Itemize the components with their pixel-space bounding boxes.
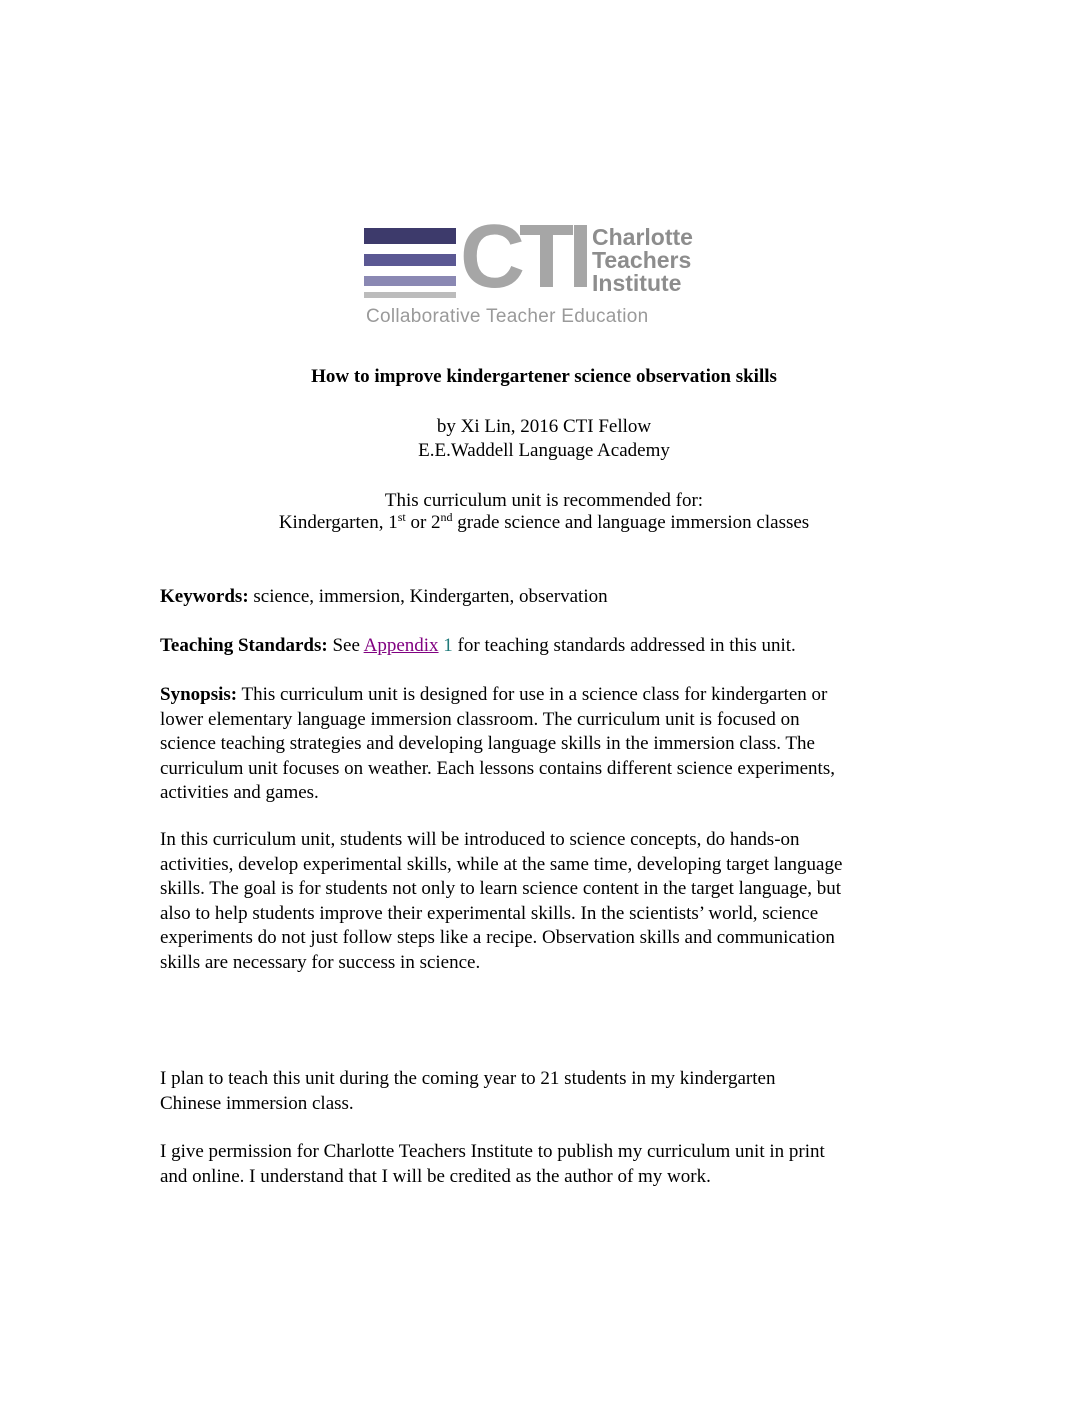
grades-suffix: grade science and language immersion classes bbox=[452, 512, 810, 533]
recommended-grades bbox=[0, 510, 1088, 535]
intro-line: skills are necessary for success in science. bbox=[160, 951, 481, 973]
author-byline: by Xi Lin, 2016 CTI Fellow bbox=[436, 416, 652, 437]
logo-acronym: CTI bbox=[460, 207, 587, 307]
grades-prefix: Kindergarten, 1 bbox=[278, 512, 398, 533]
logo-tagline: Collaborative Teacher Education bbox=[366, 306, 649, 327]
intro-line: also to help students improve their experimental skills. In the scientists’ world, science bbox=[160, 902, 819, 924]
synopsis-text: This curriculum unit is designed for use in a science class for kindergarten or bbox=[237, 684, 828, 705]
synopsis-label: Synopsis: bbox=[160, 684, 238, 705]
logo-stripe bbox=[364, 276, 456, 286]
appendix-link[interactable]: Appendix bbox=[363, 635, 439, 656]
permission-line: and online. I understand that I will be credited as the author of my work. bbox=[160, 1165, 711, 1187]
synopsis-line: curriculum unit focuses on weather. Each lessons contains different science experiments, bbox=[160, 757, 835, 779]
synopsis-line: activities and games. bbox=[160, 782, 319, 803]
synopsis-line bbox=[160, 683, 950, 708]
plan-line: I plan to teach this unit during the coming year to 21 students in my kindergarten bbox=[160, 1068, 776, 1089]
logo-name-line: Teachers bbox=[592, 247, 692, 273]
synopsis-line: science teaching strategies and developing language skills in the immersion class. The bbox=[160, 733, 815, 754]
synopsis-line: lower elementary language immersion classroom. The curriculum unit is focused on bbox=[160, 708, 800, 730]
intro-line: activities, develop experimental skills, while at the same time, developing target language bbox=[160, 853, 843, 875]
logo-name-line: Charlotte bbox=[592, 224, 693, 250]
school-name: E.E.Waddell Language Academy bbox=[418, 440, 670, 461]
superscript-st: st bbox=[397, 510, 406, 524]
intro-line: In this curriculum unit, students will be introduced to science concepts, do hands-on bbox=[160, 829, 800, 850]
keywords bbox=[160, 585, 950, 610]
logo-name bbox=[592, 226, 693, 295]
document-title: How to improve kindergartener science observation skills bbox=[311, 366, 777, 387]
intro-paragraph bbox=[160, 828, 950, 975]
logo-stripe bbox=[364, 292, 456, 298]
plan-line: Chinese immersion class. bbox=[160, 1092, 354, 1114]
teaching-standards bbox=[160, 634, 950, 659]
standards-pre: See bbox=[327, 635, 364, 656]
permission-paragraph bbox=[160, 1140, 950, 1189]
grades-mid: or 2 bbox=[405, 512, 441, 533]
recommended-label: This curriculum unit is recommended for: bbox=[384, 490, 704, 511]
plan-paragraph bbox=[160, 1067, 950, 1116]
permission-line: I give permission for Charlotte Teachers Institute to publish my curriculum unit in print bbox=[160, 1141, 825, 1162]
logo-name-line: Institute bbox=[592, 270, 682, 296]
keywords-text: science, immersion, Kindergarten, observation bbox=[248, 586, 608, 607]
standards-label: Teaching Standards: bbox=[160, 635, 328, 656]
cti-logo bbox=[364, 207, 724, 330]
logo-stripes-icon bbox=[364, 228, 456, 298]
logo-stripe bbox=[364, 254, 456, 266]
synopsis bbox=[160, 683, 950, 806]
logo-stripe bbox=[364, 228, 456, 244]
intro-line: skills. The goal is for students not only to learn science content in the target language, but bbox=[160, 878, 842, 899]
intro-line: experiments do not just follow steps like a recipe. Observation skills and communication bbox=[160, 927, 835, 948]
superscript-nd: nd bbox=[440, 510, 453, 524]
keywords-label: Keywords: bbox=[160, 586, 249, 607]
appendix-number: 1 bbox=[438, 635, 453, 656]
standards-post: for teaching standards addressed in this unit. bbox=[452, 635, 796, 656]
